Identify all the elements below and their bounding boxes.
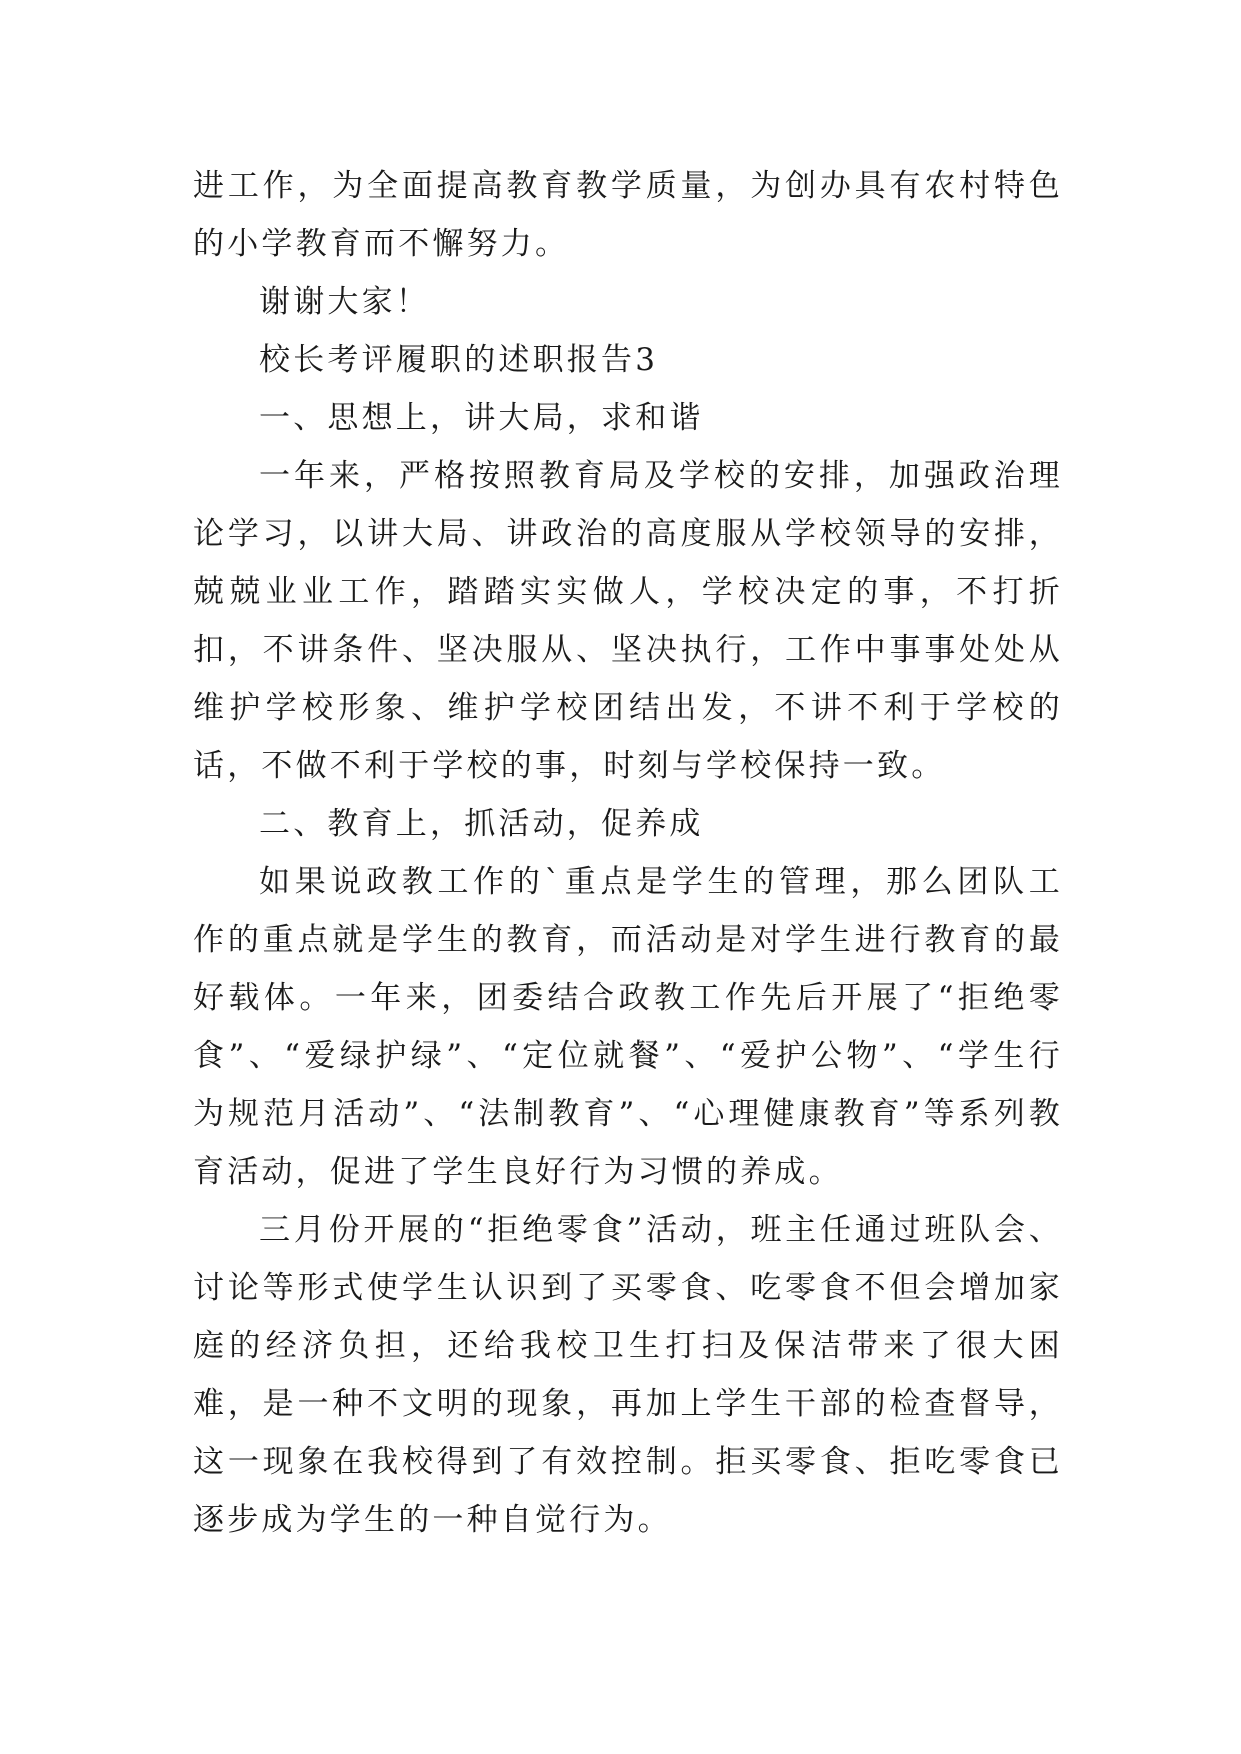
- paragraph-section-2-detail: 三月份开展的“拒绝零食”活动，班主任通过班队会、讨论等形式使学生认识到了买零食、吃零食不但会增加家庭的经济负担，还给我校卫生打扫及保洁带来了很大困难，是一种不文明的现象，再加上学生干部的检查督导，这一现象在我校得到了有效控制。拒买零食、拒吃零食已逐步成为学生的一种自觉行为。: [193, 1212, 1063, 1538]
- document-body: [193, 157, 1063, 1549]
- section-heading-1: 一、思想上，讲大局，求和谐: [259, 400, 704, 436]
- report-title: 校长考评履职的述职报告3: [259, 342, 659, 378]
- paragraph-section-2: 如果说政教工作的`重点是学生的管理，那么团队工作的重点就是学生的教育，而活动是对学生进行教育的最好载体。一年来，团委结合政教工作先后开展了“拒绝零食”、“爱绿护绿”、“定位就餐”、“爱护公物”、“学生行为规范月活动”、“法制教育”、“心理健康教育”等系列教育活动，促进了学生良好行为习惯的养成。: [193, 864, 1063, 1190]
- paragraph-continuation: 进工作，为全面提高教育教学质量，为创办具有农村特色的小学教育而不懈努力。: [193, 168, 1063, 262]
- paragraph-section-1: 一年来，严格按照教育局及学校的安排，加强政治理论学习，以讲大局、讲政治的高度服从学校领导的安排，兢兢业业工作，踏踏实实做人，学校决定的事，不打折扣，不讲条件、坚决服从、坚决执行，工作中事事处处从维护学校形象、维护学校团结出发，不讲不利于学校的话，不做不利于学校的事，时刻与学校保持一致。: [193, 458, 1063, 784]
- paragraph-thanks: 谢谢大家！: [259, 284, 430, 320]
- section-heading-2: 二、教育上，抓活动，促养成: [259, 806, 704, 842]
